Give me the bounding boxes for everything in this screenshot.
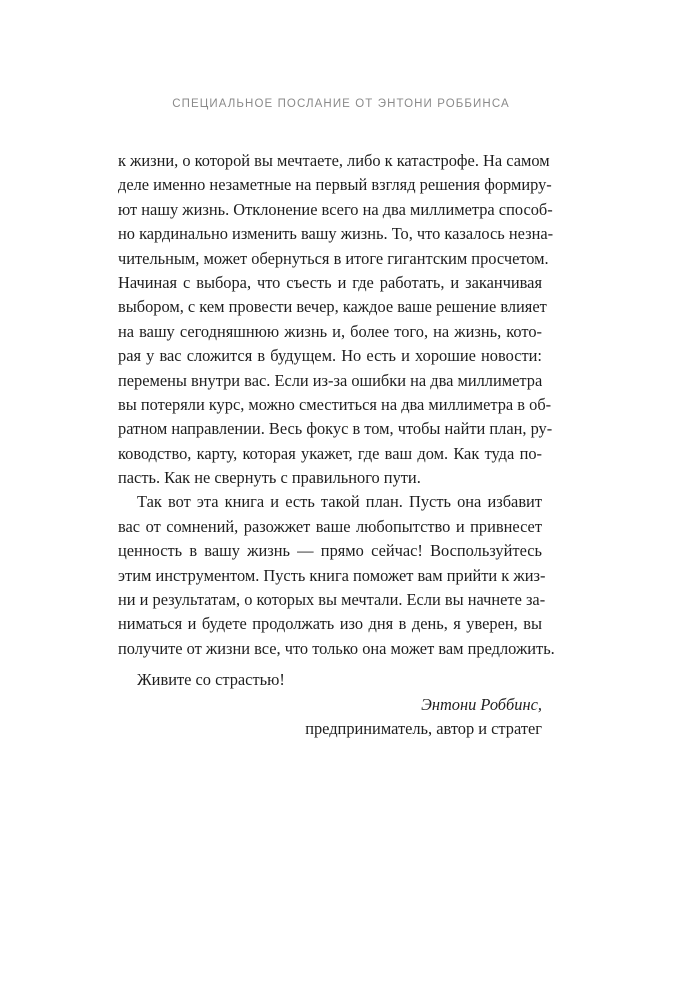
text-line: деле именно незаметные на первый взгляд решения формиру-: [118, 175, 552, 195]
text-line: ководство, карту, которая укажет, где ваш дом. Как туда по-: [118, 443, 542, 463]
text-line: вас от сомнений, разожжет ваше любопытство и привнесет: [118, 516, 542, 536]
text-line: ни и результатам, о которых вы мечтали. Если вы начнете за-: [118, 590, 546, 610]
running-head: СПЕЦИАЛЬНОЕ ПОСЛАНИЕ ОТ ЭНТОНИ РОББИНСА: [172, 98, 510, 110]
text-line: перемены внутри вас. Если из-за ошибки на два миллиметра: [118, 370, 543, 390]
text-line: чительным, может обернуться в итоге гигантским просчетом.: [118, 248, 549, 268]
paragraph-2: [118, 490, 555, 661]
body-text: [118, 149, 555, 661]
text-line: вы потеряли курс, можно сместиться на два миллиметра в об-: [118, 394, 552, 414]
text-line: выбором, с кем провести вечер, каждое ваше решение влияет: [118, 297, 547, 317]
text-line: на вашу сегодняшнюю жизнь и, более того, на жизнь, кото-: [118, 321, 542, 341]
text-line: Так вот эта книга и есть такой план. Пусть она избавит: [137, 492, 542, 512]
closing-greeting: Живите со страстью!: [137, 670, 285, 689]
text-line: этим инструментом. Пусть книга поможет вам прийти к жиз-: [118, 565, 546, 585]
signature-name: Энтони Роббинс,: [421, 695, 542, 714]
text-line: ниматься и будете продолжать изо дня в день, я уверен, вы: [118, 614, 542, 634]
text-line: пасть. Как не свернуть с правильного пути.: [118, 468, 421, 488]
signature-title: предприниматель, автор и стратег: [305, 719, 542, 738]
text-line: ратном направлении. Весь фокус в том, чтобы найти план, ру-: [118, 419, 553, 439]
paragraph-1: [118, 149, 554, 490]
text-line: но кардинально изменить вашу жизнь. То, что казалось незна-: [118, 224, 554, 244]
text-line: Начиная с выбора, что съесть и где работать, и заканчивая: [118, 272, 542, 292]
text-line: рая у вас сложится в будущем. Но есть и хорошие новости:: [118, 346, 542, 366]
text-line: к жизни, о которой вы мечтаете, либо к катастрофе. На самом: [118, 151, 550, 170]
text-line: получите от жизни все, что только она может вам предложить.: [118, 638, 555, 658]
text-line: ценность в вашу жизнь — прямо сейчас! Воспользуйтесь: [118, 541, 542, 561]
text-line: ют нашу жизнь. Отклонение всего на два миллиметра способ-: [118, 199, 553, 219]
